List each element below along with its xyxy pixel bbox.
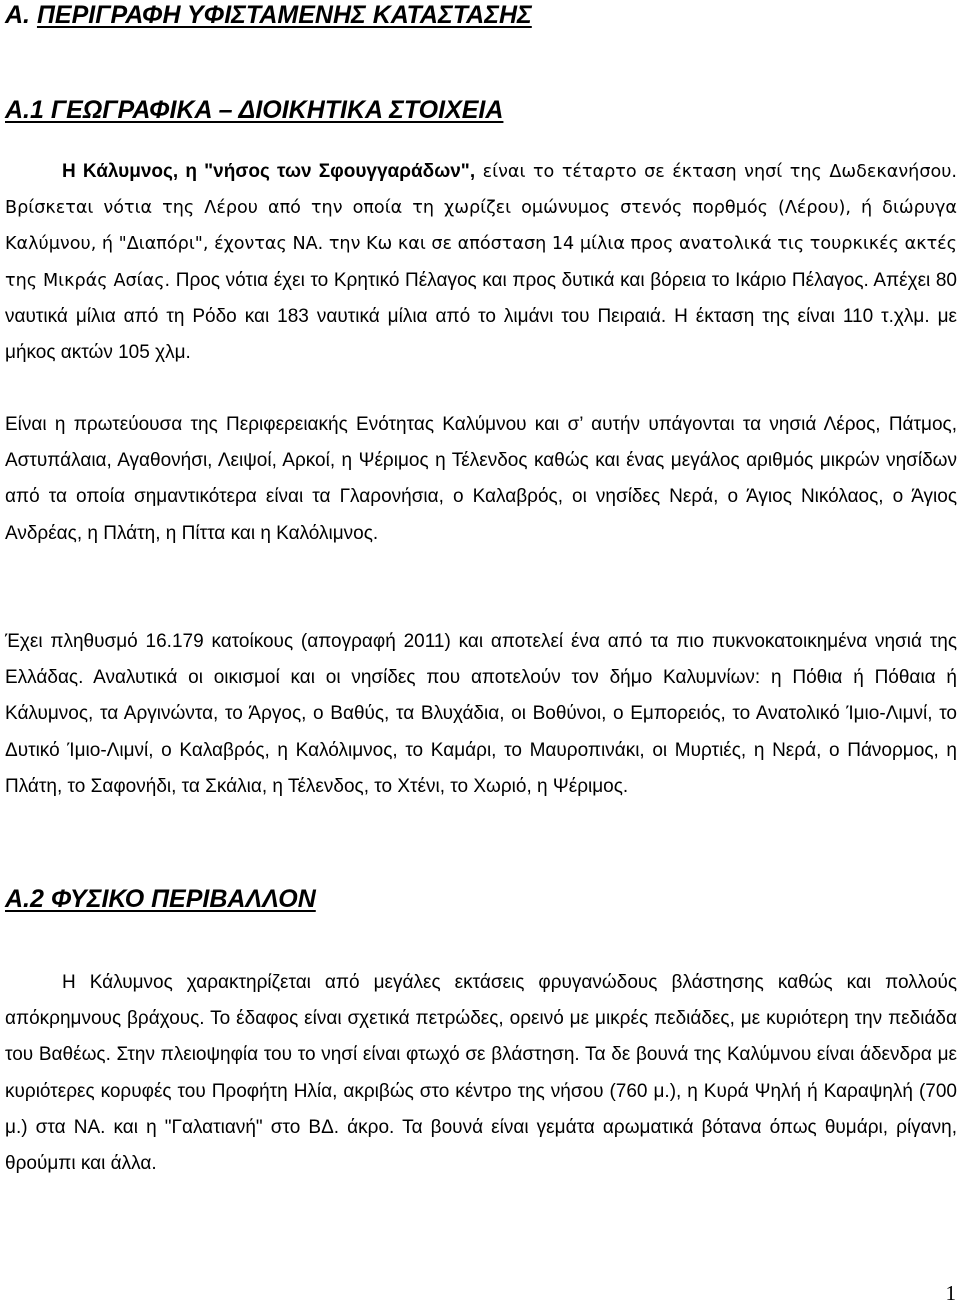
- section-heading-environment: [5, 884, 316, 914]
- section-heading-geography-text: Α.1 ΓΕΩΓΡΑΦΙΚΑ – ΔΙΟΙΚΗΤΙΚΑ ΣΤΟΙΧΕΙΑ: [5, 96, 504, 124]
- paragraph-location-bold-lead: Η Κάλυμνος, η "νήσος των Σφουγγαράδων",: [62, 161, 476, 182]
- document-title: [5, 0, 532, 30]
- section-heading-geography: [5, 95, 503, 125]
- paragraph-environment-body: Η Κάλυμνος χαρακτηρίζεται από μεγάλες εκτάσεις φρυγανώδους βλάστησης καθώς και πολλούς απόκρημνους βράχους. Το έδαφος είναι σχετικά πετρώδες, ορεινό με μικρές πεδιάδες, με κυριότερη την πεδιάδα του Βαθέως. Στην πλειοψηφία του το νησί είναι φτωχό σε βλάστηση. Τα δε βουνά της Καλύμνου είναι άδενδρα με κυριότερες κορυφές του Προφήτη Ηλία, ακριβώς στο κέντρο της νήσου (760 μ.), η Κυρά Ψηλή ή Καραψηλή (700 μ.) στα ΝΑ. και η "Γαλατιανή" στο ΒΔ. άκρο. Τα βουνά είναι γεμάτα αρωματικά βότανα όπως θυμάρι, ρίγανη, θρούμπι και άλλα.: [5, 972, 957, 1175]
- paragraph-population: Έχει πληθυσμό 16.179 κατοίκους (απογραφή 2011) και αποτελεί ένα από τα πιο πυκνοκατοικημένα νησιά της Ελλάδας. Αναλυτικά οι οικισμοί και οι νησίδες που αποτελούν τον δήμο Καλυμνίων: η Πόθια ή Πόθαια ή Κάλυμνος, τα Αργινώντα, το Άργος, ο Βαθύς, τα Βλυχάδια, οι Βοθύνοι, ο Εμπορειός, το Ανατολικό Ίμιο-Λιμνί, το Δυτικό Ίμιο-Λιμνί, ο Καλαβρός, η Καλόλιμνος, το Καμάρι, το Μαυροπινάκι, οι Μυρτιές, η Νερά, ο Πάνορμος, η Πλάτη, το Σαφονήδι, τα Σκάλια, η Τέλενδος, το Χτένι, το Χωριό, η Ψέριμος.: [5, 631, 957, 797]
- paragraph-capital: Είναι η πρωτεύουσα της Περιφερειακής Ενότητας Καλύμνου και σ’ αυτήν υπάγονται τα νησιά Λέρος, Πάτμος, Αστυπάλαια, Αγαθονήσι, Λειψοί, Αρκοί, η Ψέριμος η Τέλενδος καθώς και ένας μεγάλος αριθμός μικρών νησίδων από τα οποία σημαντικότερα είναι τα Γλαρονήσια, ο Καλαβρός, οι νησίδες Νερά, ο Άγιος Νικόλαος, ο Άγιος Ανδρέας, η Πλάτη, η Πίττα και η Καλόλιμνος.: [5, 414, 957, 544]
- paragraph-location-body: είναι το τέταρτο σε έκταση νησί της Δωδεκανήσου. Βρίσκεται νότια της Λέρου από την οποία τη χωρίζει ομώνυμος στενός πορθμός (Λέρου), ή διώρυγα Καλύμνου, ή "Διαπόρι", έχοντας ΝΑ. την Κω και σε απόσταση 14 μίλια προς ανατολικά τις τουρκικές ακτές της Μικράς Ασίας.: [5, 162, 958, 291]
- section-heading-environment-text: Α.2 ΦΥΣΙΚΟ ΠΕΡΙΒΑΛΛΟΝ: [5, 885, 316, 913]
- document-title-number: Α.: [5, 1, 30, 29]
- paragraph-location-continuation: Προς νότια έχει το Κρητικό Πέλαγος και προς δυτικά και βόρεια το Ικάριο Πέλαγος. Απέχει 80 ναυτικά μίλια από τη Ρόδο και 183 ναυτικά μίλια από το λιμάνι του Πειραιά. Η έκταση της είναι 110 τ.χλμ. με μήκος ακτών 105 χλμ.: [5, 269, 957, 364]
- paragraph-environment: [5, 965, 957, 1182]
- paragraph-location: [5, 154, 957, 371]
- page-number: 1: [945, 1281, 956, 1305]
- document-title-text: ΠΕΡΙΓΡΑΦΗ ΥΦΙΣΤΑΜΕΝΗΣ ΚΑΤΑΣΤΑΣΗΣ: [36, 1, 532, 29]
